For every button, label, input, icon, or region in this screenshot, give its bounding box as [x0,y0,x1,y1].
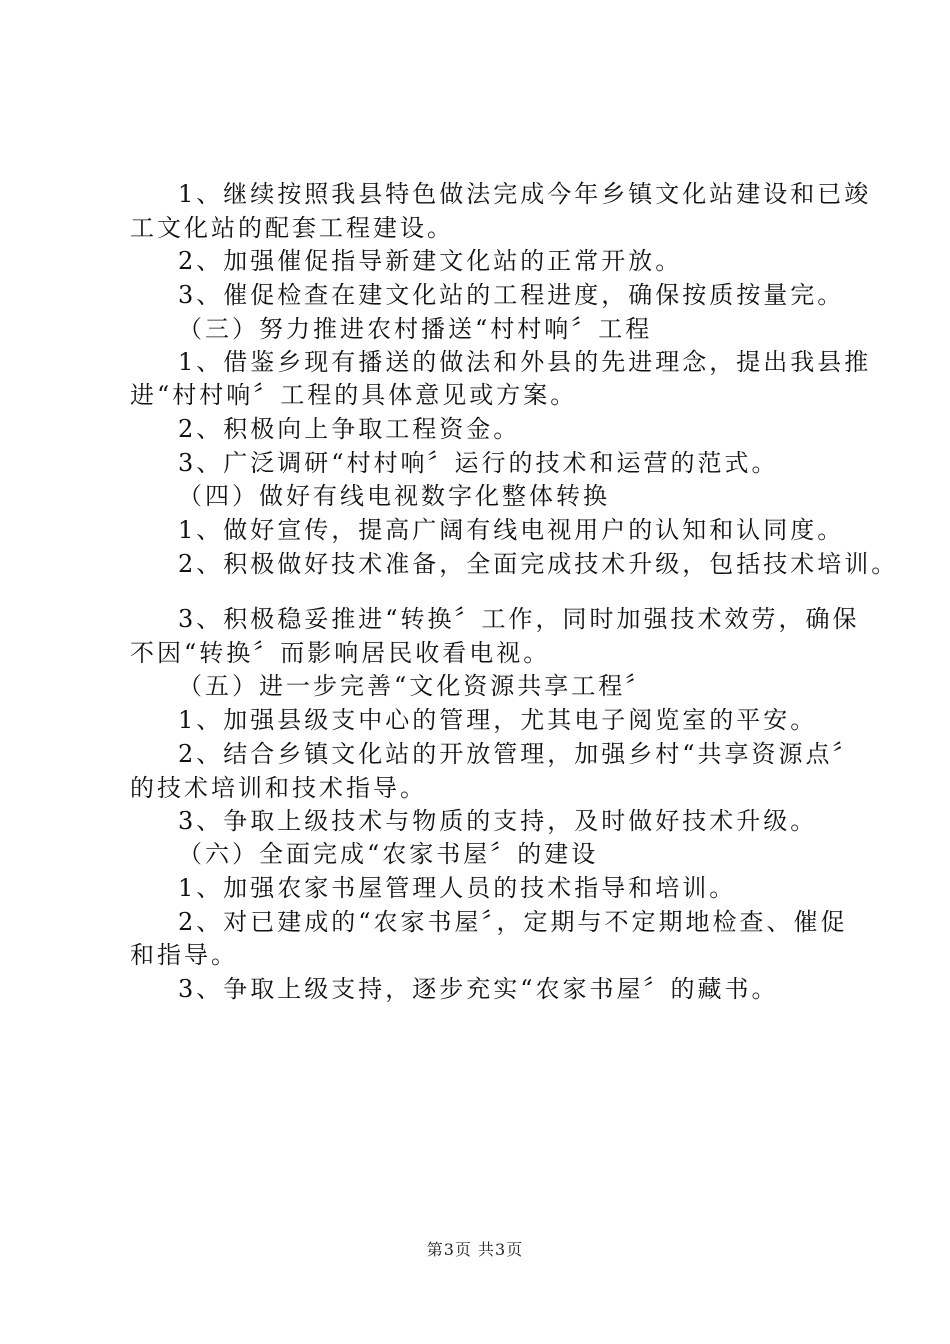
paragraph-line: 和指导。 [130,941,238,969]
paragraph-line: 1、加强农家书屋管理人员的技术指导和培训。 [178,874,737,902]
paragraph-line: 工文化站的配套工程建设。 [130,214,454,242]
paragraph-line: 进“村村响〞工程的具体意见或方案。 [130,381,578,409]
section-heading: （三）努力推进农村播送“村村响〞工程 [178,315,653,343]
paragraph-line: 1、做好宣传，提高广阔有线电视用户的认知和认同度。 [178,516,845,544]
paragraph-line: 3、争取上级技术与物质的支持，及时做好技术升级。 [178,807,818,835]
paragraph-line: 1、继续按照我县特色做法完成今年乡镇文化站建设和已竣 [178,180,872,208]
paragraph-line: 1、加强县级支中心的管理，尤其电子阅览室的平安。 [178,706,818,734]
section-heading: （五）进一步完善“文化资源共享工程〞 [178,672,653,700]
paragraph-line: 3、催促检查在建文化站的工程进度，确保按质按量完。 [178,281,845,309]
paragraph-line: 3、积极稳妥推进“转换〞工作，同时加强技术效劳，确保 [178,605,860,633]
paragraph-line: 3、广泛调研“村村响〞运行的技术和运营的范式。 [178,449,779,477]
paragraph-line: 2、积极向上争取工程资金。 [178,415,521,443]
paragraph-line: 2、对已建成的“农家书屋〞，定期与不定期地检查、催促 [178,908,848,936]
paragraph-line: 的技术培训和技术指导。 [130,774,427,802]
paragraph-line: 不因“转换〞而影响居民收看电视。 [130,639,551,667]
paragraph-line: 2、结合乡镇文化站的开放管理，加强乡村“共享资源点〞 [178,740,860,768]
page-number-footer: 第3页 共3页 [426,1240,524,1259]
paragraph-line: 2、加强催促指导新建文化站的正常开放。 [178,247,683,275]
section-heading: （四）做好有线电视数字化整体转换 [178,482,610,510]
paragraph-line: 1、借鉴乡现有播送的做法和外县的先进理念，提出我县推 [178,348,872,376]
section-heading: （六）全面完成“农家书屋〞的建设 [178,840,599,868]
paragraph-line: 2、积极做好技术准备，全面完成技术升级，包括技术培训。 [178,550,899,578]
paragraph-line: 3、争取上级支持，逐步充实“农家书屋〞的藏书。 [178,975,779,1003]
